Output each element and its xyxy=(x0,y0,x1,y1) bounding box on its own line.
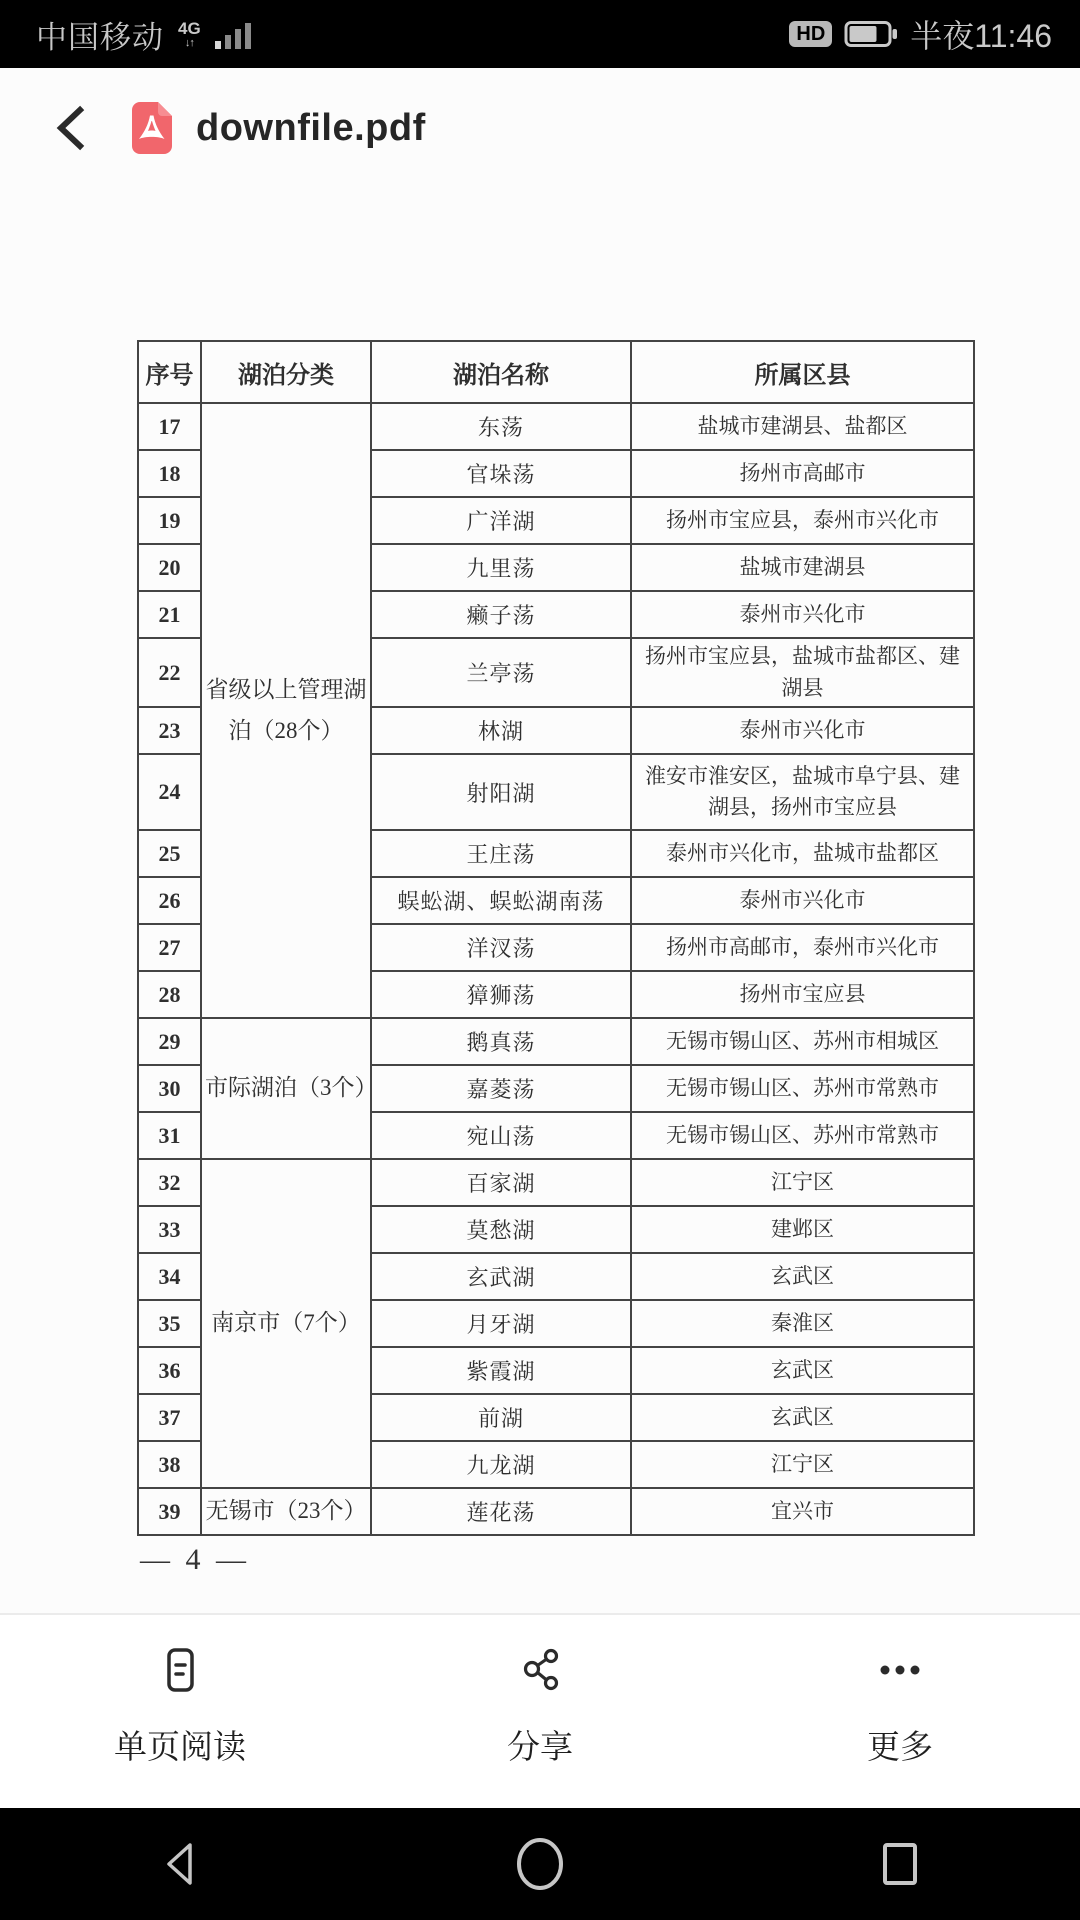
column-header-no: 序号 xyxy=(138,341,201,403)
lake-table xyxy=(137,340,975,1536)
row-number-cell: 36 xyxy=(138,1347,201,1394)
nav-home-button[interactable] xyxy=(360,1836,720,1892)
lake-name-cell: 林湖 xyxy=(371,707,631,754)
row-number-cell: 30 xyxy=(138,1065,201,1112)
row-number-cell: 33 xyxy=(138,1206,201,1253)
lake-name-cell: 鹅真荡 xyxy=(371,1018,631,1065)
row-number-cell: 17 xyxy=(138,403,201,450)
lake-name-cell: 官垛荡 xyxy=(371,450,631,497)
carrier-label: 中国移动 xyxy=(36,19,164,55)
category-cell: 省级以上管理湖泊（28个） xyxy=(201,403,371,1018)
district-cell: 扬州市高邮市 xyxy=(631,450,974,497)
table-row xyxy=(138,1018,974,1065)
district-cell: 建邺区 xyxy=(631,1206,974,1253)
home-circle-icon xyxy=(512,1836,568,1892)
nav-back-button[interactable] xyxy=(0,1838,360,1890)
column-header-name: 湖泊名称 xyxy=(371,341,631,403)
document-title: downfile.pdf xyxy=(196,106,426,149)
more-button[interactable] xyxy=(720,1615,1080,1808)
single-page-read-label: 单页阅读 xyxy=(114,1728,246,1765)
status-bar-right xyxy=(789,11,1052,57)
district-cell: 无锡市锡山区、苏州市常熟市 xyxy=(631,1065,974,1112)
chevron-left-icon xyxy=(52,103,90,153)
lake-name-cell: 宛山荡 xyxy=(371,1112,631,1159)
hd-icon: HD xyxy=(789,21,832,47)
district-cell: 泰州市兴化市 xyxy=(631,591,974,638)
lake-name-cell: 前湖 xyxy=(371,1394,631,1441)
row-number-cell: 37 xyxy=(138,1394,201,1441)
clock-label: 半夜11:46 xyxy=(910,18,1052,54)
lake-name-cell: 九里荡 xyxy=(371,544,631,591)
district-cell: 扬州市宝应县，盐城市盐都区、建湖县 xyxy=(631,638,974,707)
lake-name-cell: 月牙湖 xyxy=(371,1300,631,1347)
column-header-category: 湖泊分类 xyxy=(201,341,371,403)
row-number-cell: 25 xyxy=(138,830,201,877)
status-bar-left xyxy=(36,12,255,57)
page-number: — 4 — xyxy=(140,1543,250,1576)
row-number-cell: 24 xyxy=(138,754,201,830)
lake-name-cell: 九龙湖 xyxy=(371,1441,631,1488)
lake-name-cell: 莫愁湖 xyxy=(371,1206,631,1253)
district-cell: 泰州市兴化市 xyxy=(631,877,974,924)
lake-name-cell: 洋汊荡 xyxy=(371,924,631,971)
category-cell: 无锡市（23个） xyxy=(201,1488,371,1535)
district-cell: 无锡市锡山区、苏州市相城区 xyxy=(631,1018,974,1065)
category-cell: 市际湖泊（3个） xyxy=(201,1018,371,1159)
row-number-cell: 23 xyxy=(138,707,201,754)
district-cell: 玄武区 xyxy=(631,1394,974,1441)
row-number-cell: 26 xyxy=(138,877,201,924)
district-cell: 江宁区 xyxy=(631,1441,974,1488)
single-page-read-icon xyxy=(155,1643,205,1699)
row-number-cell: 35 xyxy=(138,1300,201,1347)
row-number-cell: 38 xyxy=(138,1441,201,1488)
table-header-row xyxy=(138,341,974,403)
row-number-cell: 29 xyxy=(138,1018,201,1065)
pdf-file-icon xyxy=(126,100,174,156)
district-cell: 玄武区 xyxy=(631,1253,974,1300)
column-header-district: 所属区县 xyxy=(631,341,974,403)
district-cell: 扬州市宝应县，泰州市兴化市 xyxy=(631,497,974,544)
more-icon xyxy=(872,1643,928,1699)
row-number-cell: 19 xyxy=(138,497,201,544)
back-button[interactable] xyxy=(52,100,98,156)
district-cell: 盐城市建湖县、盐都区 xyxy=(631,403,974,450)
row-number-cell: 18 xyxy=(138,450,201,497)
district-cell: 扬州市宝应县 xyxy=(631,971,974,1018)
row-number-cell: 31 xyxy=(138,1112,201,1159)
district-cell: 无锡市锡山区、苏州市常熟市 xyxy=(631,1112,974,1159)
nav-recents-button[interactable] xyxy=(720,1838,1080,1890)
category-cell: 南京市（7个） xyxy=(201,1159,371,1488)
district-cell: 宜兴市 xyxy=(631,1488,974,1535)
bottom-toolbar xyxy=(0,1613,1080,1808)
signal-strength-icon xyxy=(213,17,255,51)
lake-name-cell: 癞子荡 xyxy=(371,591,631,638)
lake-name-cell: 东荡 xyxy=(371,403,631,450)
district-cell: 扬州市高邮市，泰州市兴化市 xyxy=(631,924,974,971)
district-cell: 江宁区 xyxy=(631,1159,974,1206)
back-triangle-icon xyxy=(157,1838,203,1890)
row-number-cell: 20 xyxy=(138,544,201,591)
more-label: 更多 xyxy=(867,1728,933,1765)
row-number-cell: 27 xyxy=(138,924,201,971)
row-number-cell: 34 xyxy=(138,1253,201,1300)
district-cell: 玄武区 xyxy=(631,1347,974,1394)
row-number-cell: 22 xyxy=(138,638,201,707)
lake-name-cell: 广洋湖 xyxy=(371,497,631,544)
lake-name-cell: 玄武湖 xyxy=(371,1253,631,1300)
district-cell: 盐城市建湖县 xyxy=(631,544,974,591)
status-bar xyxy=(0,0,1080,68)
share-icon xyxy=(514,1643,566,1699)
row-number-cell: 32 xyxy=(138,1159,201,1206)
single-page-read-button[interactable] xyxy=(0,1615,360,1808)
lake-name-cell: 莲花荡 xyxy=(371,1488,631,1535)
table-row xyxy=(138,1488,974,1535)
lake-name-cell: 蜈蚣湖、蜈蚣湖南荡 xyxy=(371,877,631,924)
network-type-icon: 4G ↓↑ xyxy=(178,18,201,49)
district-cell: 泰州市兴化市 xyxy=(631,707,974,754)
lake-name-cell: 紫霞湖 xyxy=(371,1347,631,1394)
recents-square-icon xyxy=(875,1838,925,1890)
share-label: 分享 xyxy=(507,1728,573,1765)
row-number-cell: 21 xyxy=(138,591,201,638)
app-header xyxy=(0,88,1080,168)
lake-name-cell: 王庄荡 xyxy=(371,830,631,877)
table-row xyxy=(138,1159,974,1206)
table-row xyxy=(138,403,974,450)
battery-icon xyxy=(844,19,898,49)
district-cell: 泰州市兴化市，盐城市盐都区 xyxy=(631,830,974,877)
lake-name-cell: 百家湖 xyxy=(371,1159,631,1206)
android-nav-bar xyxy=(0,1808,1080,1920)
district-cell: 秦淮区 xyxy=(631,1300,974,1347)
lake-name-cell: 射阳湖 xyxy=(371,754,631,830)
lake-name-cell: 嘉菱荡 xyxy=(371,1065,631,1112)
lake-name-cell: 兰亭荡 xyxy=(371,638,631,707)
row-number-cell: 28 xyxy=(138,971,201,1018)
row-number-cell: 39 xyxy=(138,1488,201,1535)
district-cell: 淮安市淮安区，盐城市阜宁县、建湖县，扬州市宝应县 xyxy=(631,754,974,830)
share-button[interactable] xyxy=(360,1615,720,1808)
lake-name-cell: 獐狮荡 xyxy=(371,971,631,1018)
